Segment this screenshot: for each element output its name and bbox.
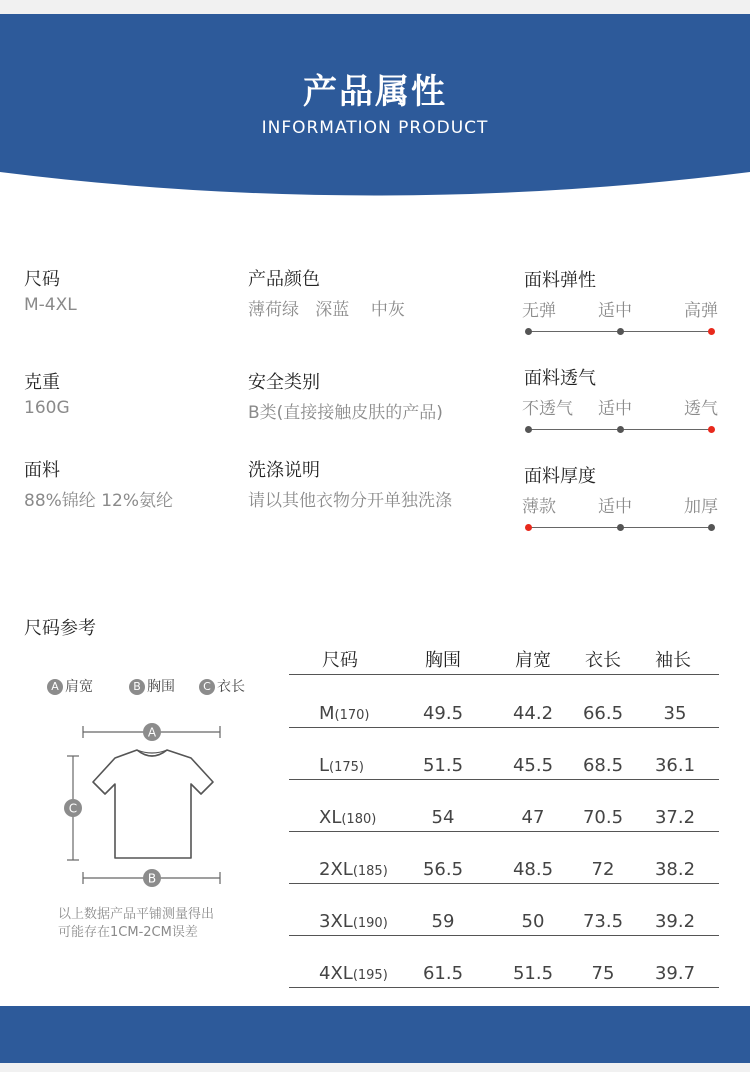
size-code: XL — [319, 807, 342, 828]
page-title: 产品属性 — [303, 72, 447, 112]
cell-size — [319, 859, 409, 880]
top-strip — [0, 0, 750, 14]
size-code: L — [319, 755, 330, 776]
t-shirt-diagram — [55, 718, 245, 893]
table-header-shoulder: 肩宽 — [515, 650, 551, 671]
attr-size-value: M-4XL — [24, 295, 77, 315]
t-shirt-outline-icon — [55, 718, 245, 893]
cell-shoulder: 50 — [521, 911, 545, 932]
cell-length: 70.5 — [582, 807, 624, 828]
scale-dot — [525, 328, 532, 335]
dimension-b-badge: B — [147, 871, 157, 886]
legend-badge-c: C — [199, 679, 215, 695]
attr-weight-value: 160G — [24, 398, 70, 418]
scale-option: 高弹 — [684, 301, 718, 321]
cell-shoulder: 47 — [521, 807, 545, 828]
cell-sleeve: 36.1 — [654, 755, 696, 776]
cell-sleeve: 35 — [663, 703, 687, 724]
scale-elasticity-label: 面料弹性 — [524, 270, 596, 291]
table-divider — [289, 674, 719, 675]
cell-shoulder: 51.5 — [512, 963, 554, 984]
cell-chest: 51.5 — [422, 755, 464, 776]
scale-thickness — [522, 492, 718, 562]
size-height: (190) — [352, 916, 388, 931]
legend-item-shoulder — [47, 676, 93, 696]
scale-option: 不透气 — [522, 399, 573, 419]
cell-size — [319, 755, 409, 776]
note-line: 以上数据产品平铺测量得出 — [58, 907, 215, 922]
table-row-divider — [289, 727, 719, 728]
cell-chest: 56.5 — [422, 859, 464, 880]
scale-elasticity — [522, 296, 718, 366]
cell-size — [319, 963, 409, 984]
size-code: 3XL — [319, 911, 353, 932]
scale-breathability-label: 面料透气 — [524, 368, 596, 389]
bottom-strip — [0, 1063, 750, 1072]
cell-sleeve: 39.7 — [654, 963, 696, 984]
cell-length: 66.5 — [582, 703, 624, 724]
scale-dot — [708, 426, 715, 433]
scale-dot — [525, 426, 532, 433]
table-row-divider — [289, 935, 719, 936]
scale-dot — [708, 328, 715, 335]
scale-option: 透气 — [684, 399, 718, 419]
cell-shoulder: 44.2 — [512, 703, 554, 724]
cell-shoulder: 48.5 — [512, 859, 554, 880]
cell-size — [319, 703, 409, 724]
scale-dot — [617, 524, 624, 531]
size-height: (170) — [334, 708, 370, 723]
cell-sleeve: 39.2 — [654, 911, 696, 932]
scale-dot — [708, 524, 715, 531]
size-height: (185) — [352, 864, 388, 879]
scale-dot — [525, 524, 532, 531]
cell-sleeve: 37.2 — [654, 807, 696, 828]
attr-washing-label: 洗涤说明 — [248, 460, 320, 481]
attr-weight-label: 克重 — [24, 372, 60, 393]
attr-fabric-label: 面料 — [24, 460, 60, 481]
attr-color-label: 产品颜色 — [248, 269, 320, 290]
measurement-note — [58, 906, 214, 942]
attr-size-label: 尺码 — [24, 269, 60, 290]
scale-breathability — [522, 394, 718, 464]
legend-text: 衣长 — [217, 679, 245, 695]
scale-thickness-label: 面料厚度 — [524, 466, 596, 487]
legend-item-chest — [129, 676, 175, 696]
cell-sleeve: 38.2 — [654, 859, 696, 880]
scale-dot — [617, 328, 624, 335]
size-code: M — [319, 703, 335, 724]
attr-safety-label: 安全类别 — [248, 372, 320, 393]
scale-option: 无弹 — [522, 301, 556, 321]
legend-badge-b: B — [129, 679, 145, 695]
legend-text: 胸围 — [147, 679, 175, 695]
size-height: (175) — [329, 760, 364, 775]
legend-item-length — [199, 676, 245, 696]
table-row-divider — [289, 831, 719, 832]
scale-option: 加厚 — [684, 497, 718, 517]
cell-size — [319, 911, 409, 932]
size-height: (180) — [341, 812, 377, 827]
attr-safety-value: B类(直接接触皮肤的产品) — [248, 403, 443, 423]
size-reference-title: 尺码参考 — [24, 618, 96, 639]
footer-bar — [0, 1006, 750, 1063]
cell-length: 68.5 — [582, 755, 624, 776]
attr-color-value: 薄荷绿 深蓝 中灰 — [248, 300, 405, 320]
scale-dot — [617, 426, 624, 433]
attr-fabric-value: 88%锦纶 12%氨纶 — [24, 491, 173, 511]
table-header-length: 衣长 — [585, 650, 621, 671]
table-header-size: 尺码 — [322, 650, 358, 671]
table-row-divider — [289, 883, 719, 884]
table-header-chest: 胸围 — [425, 650, 461, 671]
size-code: 4XL — [319, 963, 353, 984]
scale-option: 薄款 — [522, 497, 556, 517]
dimension-c-badge: C — [68, 801, 78, 816]
size-code: 2XL — [319, 859, 353, 880]
page-subtitle: INFORMATION PRODUCT — [261, 118, 489, 138]
legend-badge-a: A — [47, 679, 63, 695]
table-header-sleeve: 袖长 — [655, 650, 691, 671]
cell-length: 73.5 — [582, 911, 624, 932]
cell-size — [319, 807, 409, 828]
dimension-a-badge: A — [147, 725, 157, 740]
legend-text: 肩宽 — [65, 679, 93, 695]
cell-length: 72 — [591, 859, 615, 880]
cell-chest: 49.5 — [422, 703, 464, 724]
scale-option: 适中 — [598, 301, 632, 321]
cell-chest: 59 — [431, 911, 455, 932]
table-row-divider — [289, 779, 719, 780]
cell-chest: 54 — [431, 807, 455, 828]
cell-shoulder: 45.5 — [512, 755, 554, 776]
cell-chest: 61.5 — [422, 963, 464, 984]
size-height: (195) — [352, 968, 388, 983]
header-banner — [0, 14, 750, 204]
scale-option: 适中 — [598, 399, 632, 419]
scale-option: 适中 — [598, 497, 632, 517]
note-line: 可能存在1CM-2CM误差 — [58, 925, 198, 940]
table-row-divider — [289, 987, 719, 988]
cell-length: 75 — [591, 963, 615, 984]
attr-washing-value: 请以其他衣物分开单独洗涤 — [248, 491, 452, 511]
